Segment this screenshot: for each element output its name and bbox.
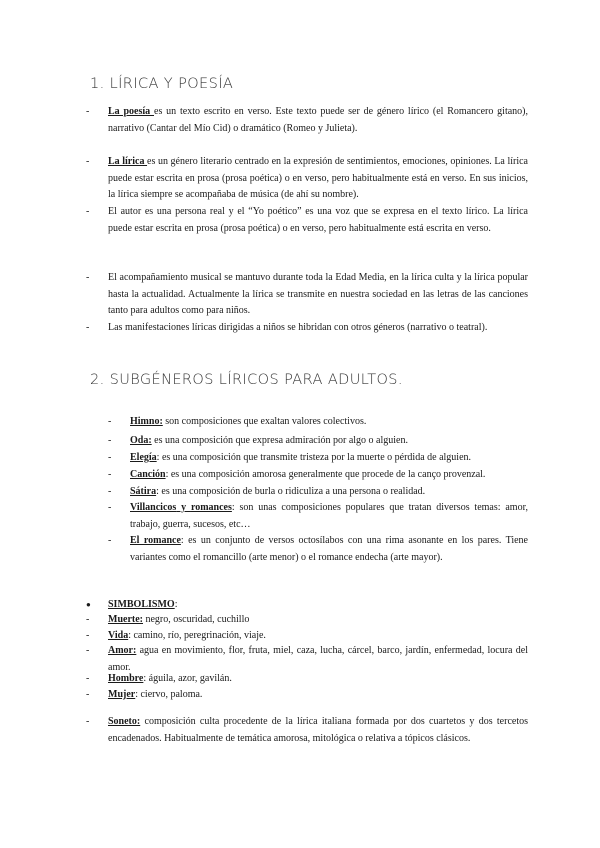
item-text: : águila, azor, gavilán. [143,673,232,684]
dash-marker: - [86,272,90,283]
item-text: : ciervo, paloma. [135,689,203,700]
list-item [86,204,528,237]
list-item [86,671,528,688]
item-text: : es una composición de burla o ridiculiza a una persona o realidad. [156,486,426,497]
item-text: agua en movimiento, flor, fruta, miel, caza, lucha, cárcel, barco, jardín, enfermedad, locura del amor. [108,645,528,673]
dash-marker: - [108,469,112,480]
term-poesia: La poesía [108,106,154,117]
term-soneto: Soneto: [108,716,141,727]
list-item [86,687,528,704]
dash-marker: - [86,673,90,684]
item-text: Las manifestaciones líricas dirigidas a niños se hibridan con otros géneros (narrativo o teatral). [108,322,488,333]
list-item [86,714,528,747]
term-amor: Amor: [108,645,137,656]
item-text: es un texto escrito en verso. Este texto puede ser de género lírico (el Romancero gitano), narrativo (Cantar del Mío Cid) o dramático (Romeo y Julieta). [108,106,528,134]
term-mujer: Mujer [108,689,136,700]
dash-marker: - [108,535,112,546]
dash-marker: - [86,156,90,167]
term-connector: y [176,502,191,513]
term-romances: romances [190,502,232,513]
item-text: es un género literario centrado en la expresión de sentimientos, emociones, opiniones. La lírica puede estar escrita en prosa (prosa poética) o en verso, pero habitualmente está en verso. En sus inicios, la lírica siempre se acompañaba de música (de ahí su nombre). [108,156,528,200]
dash-marker: - [86,630,90,641]
term-lirica: La lírica [108,156,148,167]
item-text: El autor es una persona real y el “Yo poético” es una voz que se expresa en el texto lírico. La lírica puede estar escrita en prosa (prosa poética) o en verso, pero habitualmente está escrita en verso. [108,206,528,234]
item-text: negro, oscuridad, cuchillo [142,614,250,625]
dash-marker: - [86,645,90,656]
list-item [86,320,528,337]
term-elegia: Elegía [130,452,157,463]
term-cancion: Canción [130,469,166,480]
term-himno: Himno: [130,416,163,427]
dash-marker: - [108,435,112,446]
list-item [108,414,528,431]
item-text: : es un conjunto de versos octosílabos con una rima asonante en los pares. Tiene variantes como el romancillo (arte menor) o el romance endecha (arte mayor). [130,535,528,563]
term-oda: Oda: [130,435,152,446]
title-suffix: : [174,599,178,610]
list-item [86,612,528,629]
list-item [108,484,528,501]
item-text: : camino, río, peregrinación, viaje. [128,630,266,641]
section-heading-subgeneros: 2. SUBGÉNEROS LÍRICOS PARA ADULTOS. [90,372,403,388]
term-villancicos: Villancicos [130,502,177,513]
list-item [108,467,528,484]
item-text: es una composición que expresa admiración por algo o alguien. [151,435,408,446]
term-vida: Vida [108,630,129,641]
list-item [108,450,528,467]
item-text: : es una composición amorosa generalmente que procede de la canço provenzal. [165,469,486,480]
item-text: El acompañamiento musical se mantuvo durante toda la Edad Media, en la lírica culta y la lírica popular hasta la actualidad. Actualmente la lírica se transmite en nuestra sociedad en las letras de las canciones tanto para adultos como para niños. [108,272,528,316]
dash-marker: - [86,716,90,727]
item-text: composición culta procedente de la lírica italiana formada por dos cuartetos y dos tercetos encadenados. Habitualmente de temática amorosa, mitológica o relativa a tópicos clásicos. [108,716,528,744]
list-item [86,104,528,137]
list-item [108,533,528,566]
term-muerte: Muerte: [108,614,143,625]
bullet-marker: ● [86,600,91,609]
dash-marker: - [108,502,112,513]
list-item [86,154,528,204]
item-text: son composiciones que exaltan valores colectivos. [162,416,367,427]
item-text: : son unas composiciones populares que tratan diversos temas: amor, trabajo, guerra, sucesos, etc… [130,502,529,530]
list-item [86,270,528,320]
term-satira: Sátira [130,486,157,497]
item-text: : es una composición que transmite tristeza por la muerte o pérdida de alguien. [156,452,472,463]
dash-marker: - [86,322,90,333]
dash-marker: - [86,206,90,217]
dash-marker: - [86,689,90,700]
dash-marker: - [86,106,90,117]
list-item [108,500,529,533]
dash-marker: - [108,452,112,463]
dash-marker: - [108,486,112,497]
section-heading-lirica-poesia: 1. LÍRICA Y POESÍA [90,76,234,92]
list-item [108,433,528,450]
dash-marker: - [86,614,90,625]
term-el-romance: El romance [130,535,181,546]
term-hombre: Hombre [108,673,144,684]
dash-marker: - [108,416,112,427]
term-simbolismo: SIMBOLISMO [108,599,175,610]
